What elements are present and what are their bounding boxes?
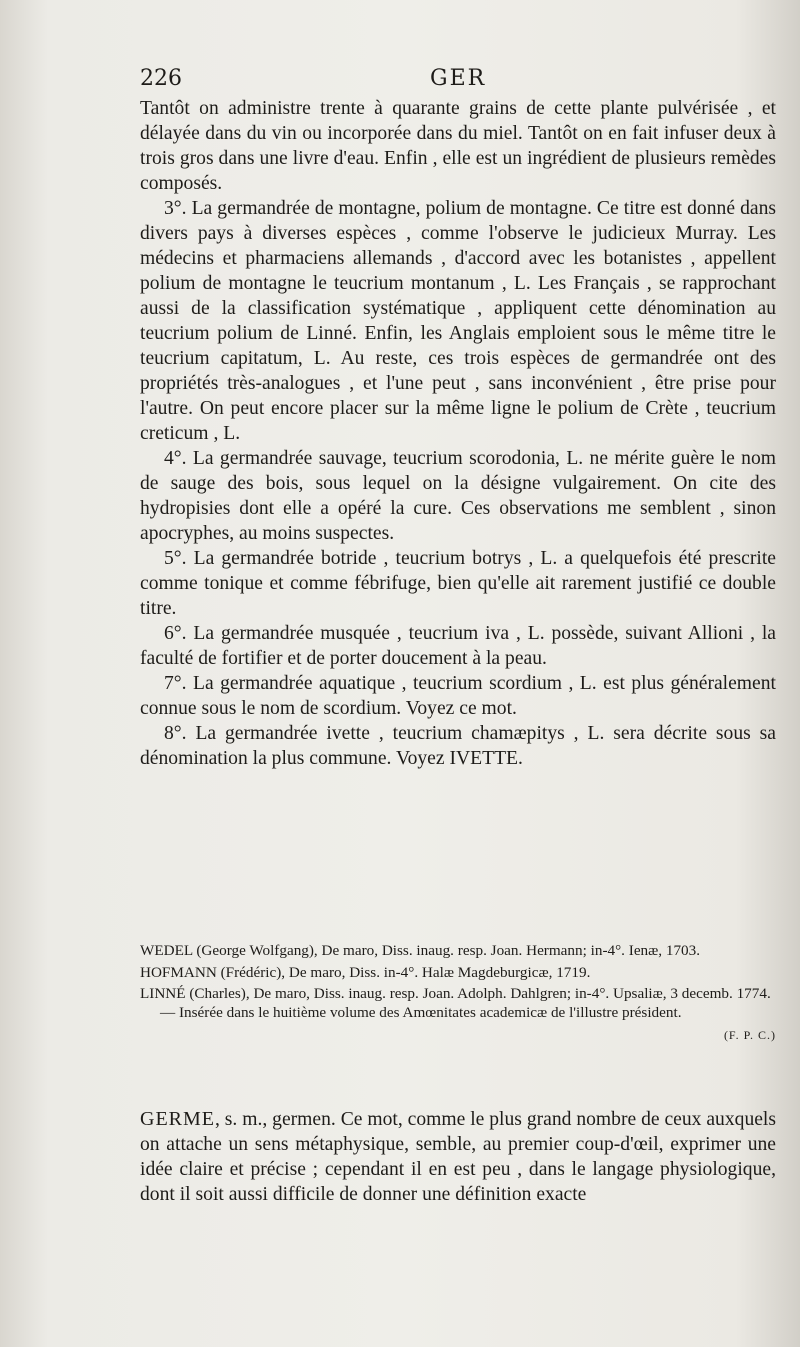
paragraph: 3°. La germandrée de montagne, polium de montagne. Ce titre est donné dans divers pays à diverses espèces , comme l'observe le judicieux Murray. Les médecins et pharmaciens allemands , d'accord avec les botanistes , appellent polium de montagne le teucrium montanum , L. Les Français , se rapprochant aussi de la classification systématique , appliquent cette dénomination au teucrium polium de Linné. Enfin, les Anglais emploient sous le même titre le teucrium capitatum, L. Au reste, ces trois espèces de germandrée ont des propriétés très-analogues , et l'une peut , sans inconvénient , être prise pour l'autre. On peut encore placer sur la même ligne le polium de Crète , teucrium creticum , L.: [140, 198, 776, 444]
paragraph: 7°. La germandrée aquatique , teucrium scordium , L. est plus généralement connue sous le nom de scordium. Voyez ce mot.: [140, 673, 776, 719]
entry-headword: GERME: [140, 1108, 215, 1130]
page-header: [140, 66, 776, 96]
paragraph: 4°. La germandrée sauvage, teucrium scorodonia, L. ne mérite guère le nom de sauge des bois, sous lequel on la désigne vulgairement. On cite des hydropisies dont elle a opéré la cure. Ces observations me semblent , sinon apocryphes, au moins suspectes.: [140, 448, 776, 544]
reference-item: LINNÉ (Charles), De maro, Diss. inaug. resp. Joan. Adolph. Dahlgren; in-4°. Upsaliæ, 3 decemb. 1774. — Insérée dans le huitième volume des Amœnitates academicæ de l'illustre président.: [140, 985, 771, 1021]
paragraph: Tantôt on administre trente à quarante grains de cette plante pulvérisée , et délayée dans du vin ou incorporée dans du miel. Tantôt on en fait infuser deux à trois gros dans une livre d'eau. Enfin , elle est un ingrédient de plusieurs remèdes composés.: [140, 98, 776, 194]
main-text: [140, 96, 776, 771]
page-number: 226: [140, 66, 182, 91]
paragraph: 5°. La germandrée botride , teucrium botrys , L. a quelquefois été prescrite comme tonique et comme fébrifuge, bien qu'elle ait rarement justifié ce double titre.: [140, 548, 776, 619]
paragraph: 8°. La germandrée ivette , teucrium chamæpitys , L. sera décrite sous sa dénomination la plus commune. Voyez IVETTE.: [140, 723, 776, 769]
dictionary-entry: [140, 1107, 776, 1207]
reference-item: WEDEL (George Wolfgang), De maro, Diss. inaug. resp. Joan. Hermann; in-4°. Ienæ, 1703.: [140, 942, 701, 959]
running-head: GER: [430, 66, 487, 91]
entry-text: , s. m., germen. Ce mot, comme le plus grand nombre de ceux auxquels on attache un sens métaphysique, semble, au premier coup-d'œil, exprimer une idée claire et précise ; cependant il en est peu , dans le langage physiologique, dont il soit aussi difficile de donner une définition exacte: [140, 1109, 777, 1205]
entry-paragraph: [140, 1107, 776, 1207]
author-signature: (F. P. C.): [723, 1028, 776, 1042]
reference-item: HOFMANN (Frédéric), De maro, Diss. in-4°. Halæ Magdeburgicæ, 1719.: [140, 963, 591, 981]
paragraph: 6°. La germandrée musquée , teucrium iva , L. possède, suivant Allioni , la faculté de fortifier et de porter doucement à la peau.: [140, 623, 776, 669]
bibliography: [140, 942, 776, 1045]
